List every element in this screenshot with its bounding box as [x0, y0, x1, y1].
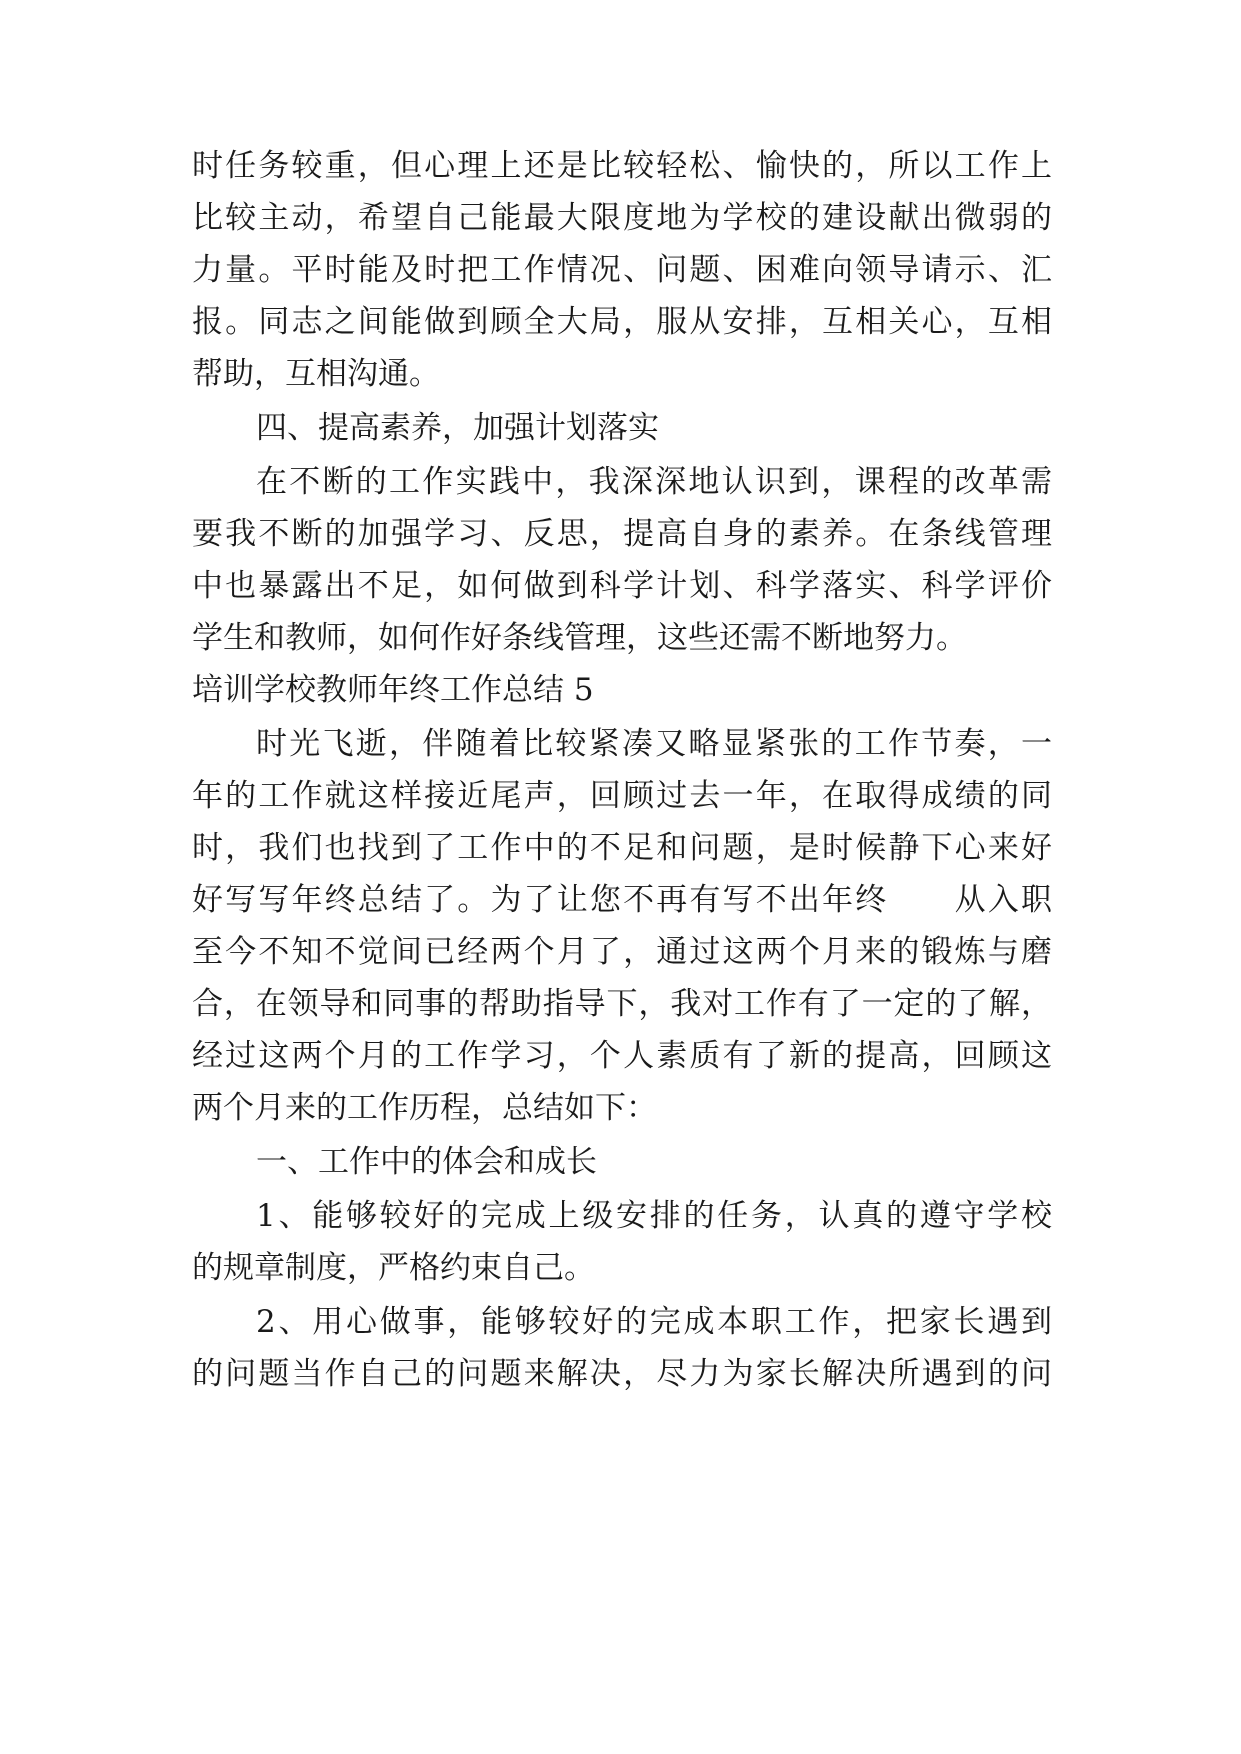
text-line: 力量。平时能及时把工作情况、问题、困难向领导请示、汇 — [192, 252, 1052, 288]
text-line: 在不断的工作实践中，我深深地认识到，课程的改革需 — [256, 464, 1052, 500]
text-line: 2、用心做事，能够较好的完成本职工作，把家长遇到 — [256, 1304, 1052, 1340]
text-line: 至今不知不觉间已经两个月了，通过这两个月来的锻炼与磨 — [192, 934, 1052, 970]
text-line: 的规章制度，严格约束自己。 — [192, 1250, 595, 1286]
text-line: 合，在领导和同事的帮助指导下，我对工作有了一定的了解， — [192, 986, 1052, 1022]
document-title: 培训学校教师年终工作总结 5 — [192, 672, 594, 708]
text-line: 好写写年终总结了。为了让您不再有写不出年终 从入职 — [192, 882, 1052, 918]
text-line: 的问题当作自己的问题来解决，尽力为家长解决所遇到的问 — [192, 1356, 1052, 1392]
text-line: 年的工作就这样接近尾声，回顾过去一年，在取得成绩的同 — [192, 778, 1052, 814]
text-line: 1、能够较好的完成上级安排的任务，认真的遵守学校 — [256, 1198, 1052, 1234]
text-line: 时光飞逝，伴随着比较紧凑又略显紧张的工作节奏，一 — [256, 726, 1052, 762]
text-line: 经过这两个月的工作学习，个人素质有了新的提高，回顾这 — [192, 1038, 1052, 1074]
text-line: 帮助，互相沟通。 — [192, 356, 440, 392]
text-line: 报。同志之间能做到顾全大局，服从安排，互相关心，互相 — [192, 304, 1052, 340]
section-heading: 一、工作中的体会和成长 — [256, 1144, 597, 1180]
text-line: 要我不断的加强学习、反思，提高自身的素养。在条线管理 — [192, 516, 1052, 552]
text-line: 学生和教师，如何作好条线管理，这些还需不断地努力。 — [192, 620, 967, 656]
text-line: 两个月来的工作历程，总结如下： — [192, 1090, 657, 1126]
text-line: 时，我们也找到了工作中的不足和问题，是时候静下心来好 — [192, 830, 1052, 866]
text-line: 中也暴露出不足，如何做到科学计划、科学落实、科学评价 — [192, 568, 1052, 604]
text-line: 比较主动，希望自己能最大限度地为学校的建设献出微弱的 — [192, 200, 1052, 236]
section-heading: 四、提高素养，加强计划落实 — [256, 410, 659, 446]
text-line: 时任务较重，但心理上还是比较轻松、愉快的，所以工作上 — [192, 148, 1052, 184]
